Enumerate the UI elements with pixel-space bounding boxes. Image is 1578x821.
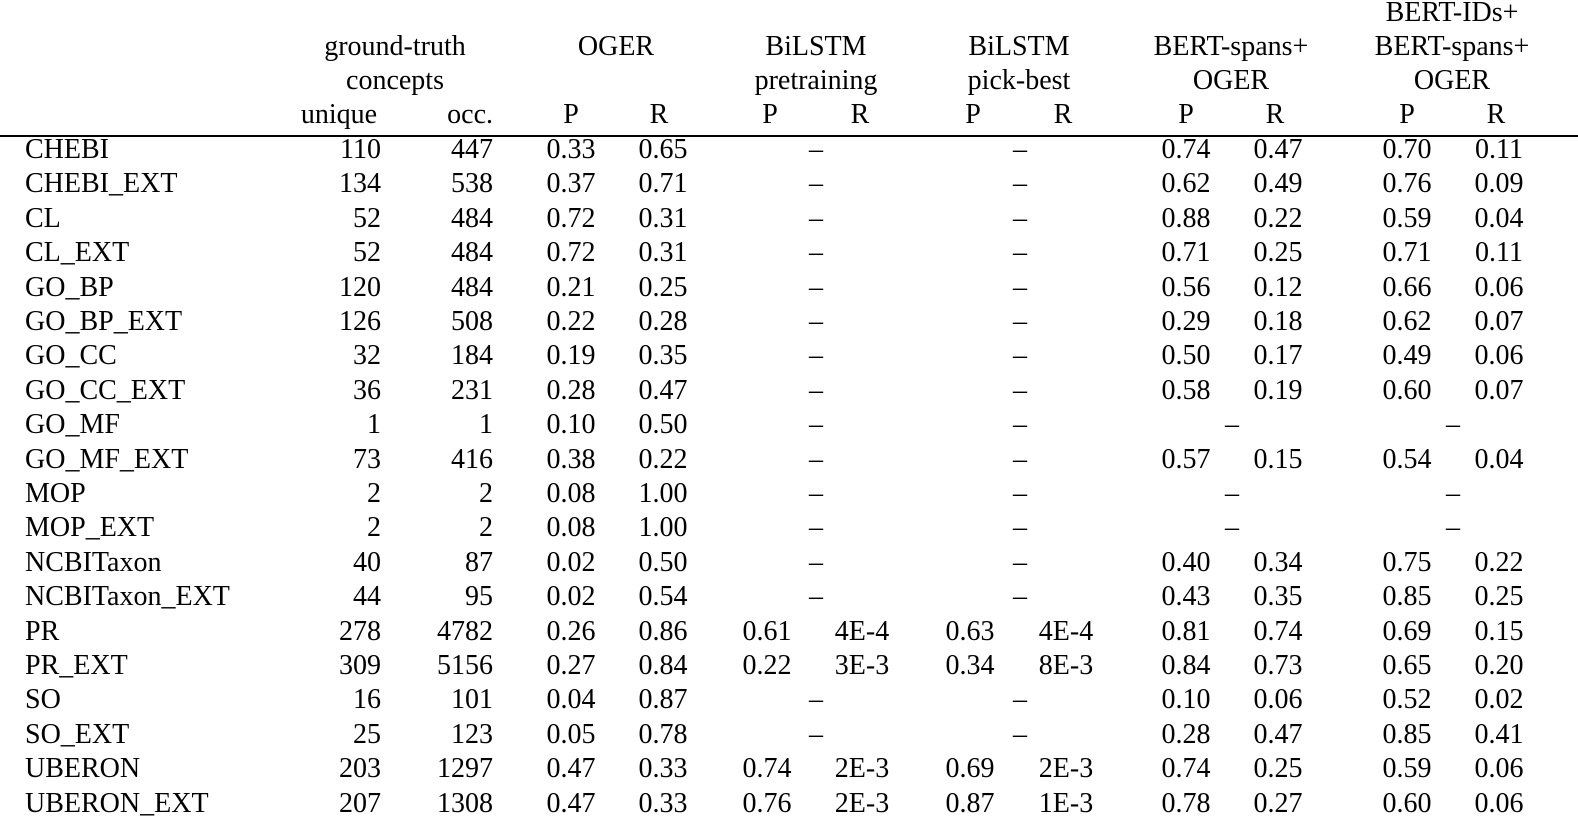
bilstm-pickbest-dash: – bbox=[1013, 202, 1027, 234]
oger-p: 0.27 bbox=[546, 650, 596, 681]
bert-ids-p: 0.54 bbox=[1382, 443, 1432, 475]
oger-p: 0.38 bbox=[546, 443, 596, 475]
oger-r: 0.86 bbox=[638, 615, 688, 647]
occ-count: 4782 bbox=[437, 615, 493, 647]
bert-ids-p: 0.60 bbox=[1382, 787, 1432, 819]
bert-ids-dash: – bbox=[1446, 512, 1460, 544]
bilstm-pretraining-r: 2E-3 bbox=[834, 787, 890, 819]
bilstm-pickbest-p: 0.69 bbox=[945, 753, 995, 785]
occ-count: 2 bbox=[479, 512, 493, 544]
oger-p: 0.02 bbox=[546, 581, 596, 613]
bilstm-pickbest-dash: – bbox=[1013, 168, 1027, 200]
bert-ids-p: 0.69 bbox=[1382, 615, 1432, 647]
bert-ids-p: 0.59 bbox=[1382, 202, 1432, 234]
unique-count: 2 bbox=[367, 512, 381, 544]
occ-count: 87 bbox=[465, 546, 493, 578]
unique-count: 278 bbox=[339, 615, 381, 647]
oger-r: 0.54 bbox=[638, 581, 688, 613]
bert-spans-r: 0.25 bbox=[1253, 753, 1303, 785]
bilstm-pickbest-dash: – bbox=[1013, 374, 1027, 406]
bert-ids-r: 0.15 bbox=[1474, 615, 1524, 647]
bert-spans-r: 0.06 bbox=[1253, 684, 1303, 716]
bert-spans-r: 0.73 bbox=[1253, 650, 1303, 681]
concept-name: UBERON bbox=[25, 753, 141, 785]
oger-r: 0.87 bbox=[638, 684, 688, 716]
bilstm-pickbest-dash: – bbox=[1013, 684, 1027, 716]
bilstm-pretraining-dash: – bbox=[809, 546, 823, 578]
unique-count: 207 bbox=[339, 787, 381, 819]
oger-r-header: R bbox=[649, 99, 669, 130]
bilstm-pickbest-dash: – bbox=[1013, 443, 1027, 475]
bert-spans-r: 0.12 bbox=[1253, 271, 1303, 303]
unique-count: 1 bbox=[367, 409, 381, 441]
oger-r: 0.84 bbox=[638, 650, 688, 681]
bilstm-pickbest-r: 1E-3 bbox=[1038, 787, 1094, 819]
occ-header: occ. bbox=[447, 99, 493, 130]
occ-count: 5156 bbox=[437, 650, 493, 681]
concept-name: PR_EXT bbox=[25, 650, 128, 681]
oger-r: 1.00 bbox=[638, 512, 688, 544]
bert-spans-p-header: P bbox=[1178, 99, 1194, 130]
bilstm-pretraining-p: 0.74 bbox=[742, 753, 792, 785]
bert-spans-r: 0.15 bbox=[1253, 443, 1303, 475]
concept-name: GO_BP_EXT bbox=[25, 306, 183, 337]
unique-count: 203 bbox=[339, 753, 381, 785]
bilstm-pretraining-dash: – bbox=[809, 306, 823, 337]
bert-ids-dash: – bbox=[1446, 409, 1460, 441]
bert-ids-r: 0.06 bbox=[1474, 271, 1524, 303]
unique-count: 120 bbox=[339, 271, 381, 303]
occ-count: 123 bbox=[451, 718, 493, 750]
concept-name: GO_MF_EXT bbox=[25, 443, 189, 475]
bert-ids-p: 0.75 bbox=[1382, 546, 1432, 578]
bilstm-pretraining-p: 0.22 bbox=[742, 650, 792, 681]
bert-ids-dash: – bbox=[1446, 478, 1460, 509]
concept-name: NCBITaxon_EXT bbox=[25, 581, 230, 613]
concept-name: UBERON_EXT bbox=[25, 787, 209, 819]
unique-count: 16 bbox=[353, 684, 381, 716]
bert-ids-p: 0.66 bbox=[1382, 271, 1432, 303]
bert-ids-p: 0.85 bbox=[1382, 581, 1432, 613]
oger-p: 0.37 bbox=[546, 168, 596, 200]
bert-spans-p: 0.74 bbox=[1161, 134, 1211, 165]
bert-ids-p: 0.52 bbox=[1382, 684, 1432, 716]
unique-count: 36 bbox=[353, 374, 381, 406]
unique-count: 52 bbox=[353, 202, 381, 234]
bert-spans-r: 0.47 bbox=[1253, 134, 1303, 165]
concept-name: PR bbox=[25, 615, 60, 647]
bilstm-pretraining-dash: – bbox=[809, 134, 823, 165]
bilstm-pretraining-dash: – bbox=[809, 202, 823, 234]
bilstm-pretraining-dash: – bbox=[809, 512, 823, 544]
bilstm-pretraining-dash: – bbox=[809, 581, 823, 613]
bilstm-pretraining-dash: – bbox=[809, 478, 823, 509]
oger-p: 0.28 bbox=[546, 374, 596, 406]
oger-r: 0.78 bbox=[638, 718, 688, 750]
bilstm-pickbest-dash: – bbox=[1013, 581, 1027, 613]
bert-spans-r: 0.47 bbox=[1253, 718, 1303, 750]
bert-ids-r: 0.06 bbox=[1474, 753, 1524, 785]
concept-name: CHEBI_EXT bbox=[25, 168, 178, 200]
bilstm-pickbest-p: 0.63 bbox=[945, 615, 995, 647]
unique-count: 52 bbox=[353, 237, 381, 269]
bilstm-pickbest-dash: – bbox=[1013, 478, 1027, 509]
concept-name: GO_CC bbox=[25, 340, 117, 372]
oger-r: 0.50 bbox=[638, 409, 688, 441]
bilstm-pickbest-r: 4E-4 bbox=[1038, 615, 1094, 647]
oger-r: 0.65 bbox=[638, 134, 688, 165]
unique-count: 134 bbox=[339, 168, 381, 200]
bert-spans-p: 0.28 bbox=[1161, 718, 1211, 750]
bert-ids-p-header: P bbox=[1399, 99, 1415, 130]
bert-spans-p: 0.88 bbox=[1161, 202, 1211, 234]
bert-spans-r-header: R bbox=[1265, 99, 1285, 130]
bilstm-pickbest-dash: – bbox=[1013, 306, 1027, 337]
bert-ids-p: 0.76 bbox=[1382, 168, 1432, 200]
occ-count: 2 bbox=[479, 478, 493, 509]
unique-count: 126 bbox=[339, 306, 381, 337]
bert-spans-r: 0.19 bbox=[1253, 374, 1303, 406]
bilstm-pretraining-p: 0.76 bbox=[742, 787, 792, 819]
oger-p: 0.72 bbox=[546, 237, 596, 269]
bert-ids-p: 0.60 bbox=[1382, 374, 1432, 406]
unique-count: 40 bbox=[353, 546, 381, 578]
unique-header: unique bbox=[300, 99, 378, 130]
oger-r: 0.28 bbox=[638, 306, 688, 337]
oger-p: 0.21 bbox=[546, 271, 596, 303]
bert-spans-p: 0.71 bbox=[1161, 237, 1211, 269]
occ-count: 484 bbox=[451, 271, 493, 303]
bert-spans-r: 0.25 bbox=[1253, 237, 1303, 269]
bert-ids-r: 0.07 bbox=[1474, 306, 1524, 337]
bilstm-pretraining-r-header: R bbox=[850, 99, 870, 130]
bilstm-pickbest-dash: – bbox=[1013, 340, 1027, 372]
gt-header-line2: concepts bbox=[346, 65, 444, 96]
oger-p: 0.04 bbox=[546, 684, 596, 716]
oger-p: 0.47 bbox=[546, 787, 596, 819]
concept-name: CL_EXT bbox=[25, 237, 130, 269]
bert-ids-p: 0.85 bbox=[1382, 718, 1432, 750]
oger-r: 0.50 bbox=[638, 546, 688, 578]
bert-ids-r: 0.07 bbox=[1474, 374, 1524, 406]
bert-spans-p: 0.78 bbox=[1161, 787, 1211, 819]
bilstm-pretraining-r: 3E-3 bbox=[834, 650, 890, 681]
bert-spans-p: 0.74 bbox=[1161, 753, 1211, 785]
bert-spans-p: 0.40 bbox=[1161, 546, 1211, 578]
bert-spans-r: 0.18 bbox=[1253, 306, 1303, 337]
gt-header-line1: ground-truth bbox=[324, 31, 466, 62]
bert-ids-r: 0.06 bbox=[1474, 787, 1524, 819]
oger-r: 0.31 bbox=[638, 237, 688, 269]
occ-count: 447 bbox=[451, 134, 493, 165]
occ-count: 416 bbox=[451, 443, 493, 475]
occ-count: 538 bbox=[451, 168, 493, 200]
bilstm-pretraining-dash: – bbox=[809, 237, 823, 269]
unique-count: 110 bbox=[340, 134, 381, 165]
bilstm-pickbest-p: 0.87 bbox=[945, 787, 995, 819]
bilstm-pickbest-dash: – bbox=[1013, 237, 1027, 269]
bert-spans-r: 0.22 bbox=[1253, 202, 1303, 234]
bert-ids-r: 0.09 bbox=[1474, 168, 1524, 200]
bert-spans-p: 0.50 bbox=[1161, 340, 1211, 372]
bilstm-pretraining-dash: – bbox=[809, 374, 823, 406]
bilstm-pretraining-dash: – bbox=[809, 684, 823, 716]
bert-spans-r: 0.74 bbox=[1253, 615, 1303, 647]
bilstm-pickbest-header-line2: pick-best bbox=[967, 65, 1071, 96]
bert-ids-r: 0.41 bbox=[1474, 718, 1524, 750]
bert-ids-r: 0.11 bbox=[1475, 237, 1523, 269]
unique-count: 44 bbox=[353, 581, 381, 613]
bert-ids-p: 0.49 bbox=[1382, 340, 1432, 372]
bilstm-pretraining-header-line1: BiLSTM bbox=[765, 31, 867, 62]
oger-r: 0.47 bbox=[638, 374, 688, 406]
occ-count: 508 bbox=[451, 306, 493, 337]
bert-ids-header-line2: BERT-spans+ bbox=[1374, 31, 1530, 62]
bert-spans-header-line1: BERT-spans+ bbox=[1153, 31, 1309, 62]
bert-ids-r: 0.11 bbox=[1475, 134, 1523, 165]
oger-r: 0.22 bbox=[638, 443, 688, 475]
bert-spans-p: 0.43 bbox=[1161, 581, 1211, 613]
bilstm-pickbest-dash: – bbox=[1013, 409, 1027, 441]
bilstm-pickbest-p: 0.34 bbox=[945, 650, 995, 681]
bilstm-pickbest-dash: – bbox=[1013, 546, 1027, 578]
bilstm-pretraining-dash: – bbox=[809, 340, 823, 372]
concept-name: MOP_EXT bbox=[25, 512, 155, 544]
concept-name: CL bbox=[25, 202, 61, 234]
oger-r: 0.71 bbox=[638, 168, 688, 200]
bert-ids-r-header: R bbox=[1486, 99, 1506, 130]
bert-ids-r: 0.02 bbox=[1474, 684, 1524, 716]
oger-r: 0.25 bbox=[638, 271, 688, 303]
bilstm-pretraining-header-line2: pretraining bbox=[754, 65, 878, 96]
unique-count: 2 bbox=[367, 478, 381, 509]
bert-ids-r: 0.25 bbox=[1474, 581, 1524, 613]
oger-r: 0.35 bbox=[638, 340, 688, 372]
bert-ids-r: 0.20 bbox=[1474, 650, 1524, 681]
unique-count: 25 bbox=[353, 718, 381, 750]
bert-spans-dash: – bbox=[1225, 478, 1239, 509]
bert-ids-p: 0.59 bbox=[1382, 753, 1432, 785]
oger-header: OGER bbox=[577, 31, 655, 62]
bert-spans-r: 0.35 bbox=[1253, 581, 1303, 613]
header-rule bbox=[0, 135, 1578, 137]
bert-ids-p: 0.62 bbox=[1382, 306, 1432, 337]
oger-p-header: P bbox=[563, 99, 579, 130]
oger-p: 0.08 bbox=[546, 478, 596, 509]
unique-count: 32 bbox=[353, 340, 381, 372]
bert-spans-r: 0.27 bbox=[1253, 787, 1303, 819]
concept-name: GO_MF bbox=[25, 409, 120, 441]
bilstm-pretraining-p-header: P bbox=[762, 99, 778, 130]
bilstm-pickbest-r: 8E-3 bbox=[1038, 650, 1094, 681]
concept-name: CHEBI bbox=[25, 134, 109, 165]
oger-r: 0.33 bbox=[638, 787, 688, 819]
bert-ids-p: 0.65 bbox=[1382, 650, 1432, 681]
occ-count: 95 bbox=[465, 581, 493, 613]
bilstm-pretraining-p: 0.61 bbox=[742, 615, 792, 647]
occ-count: 1 bbox=[479, 409, 493, 441]
oger-p: 0.05 bbox=[546, 718, 596, 750]
bert-ids-r: 0.04 bbox=[1474, 443, 1524, 475]
bert-spans-p: 0.57 bbox=[1161, 443, 1211, 475]
occ-count: 231 bbox=[451, 374, 493, 406]
oger-p: 0.47 bbox=[546, 753, 596, 785]
oger-p: 0.26 bbox=[546, 615, 596, 647]
occ-count: 484 bbox=[451, 237, 493, 269]
bert-ids-p: 0.70 bbox=[1382, 134, 1432, 165]
bert-spans-p: 0.62 bbox=[1161, 168, 1211, 200]
bert-spans-p: 0.10 bbox=[1161, 684, 1211, 716]
bert-ids-r: 0.22 bbox=[1474, 546, 1524, 578]
oger-r: 0.33 bbox=[638, 753, 688, 785]
occ-count: 1297 bbox=[437, 753, 493, 785]
bilstm-pickbest-dash: – bbox=[1013, 134, 1027, 165]
bert-ids-r: 0.06 bbox=[1474, 340, 1524, 372]
concept-name: SO bbox=[25, 684, 61, 716]
bilstm-pickbest-header-line1: BiLSTM bbox=[968, 31, 1070, 62]
oger-p: 0.19 bbox=[546, 340, 596, 372]
unique-count: 73 bbox=[353, 443, 381, 475]
occ-count: 1308 bbox=[437, 787, 493, 819]
bilstm-pickbest-dash: – bbox=[1013, 718, 1027, 750]
bert-spans-r: 0.34 bbox=[1253, 546, 1303, 578]
bert-spans-r: 0.49 bbox=[1253, 168, 1303, 200]
bert-spans-p: 0.58 bbox=[1161, 374, 1211, 406]
concept-name: MOP bbox=[25, 478, 86, 509]
concept-name: SO_EXT bbox=[25, 718, 130, 750]
oger-p: 0.08 bbox=[546, 512, 596, 544]
concept-name: NCBITaxon bbox=[25, 546, 162, 578]
oger-p: 0.22 bbox=[546, 306, 596, 337]
bert-ids-header-line1: BERT-IDs+ bbox=[1385, 0, 1519, 28]
bilstm-pickbest-dash: – bbox=[1013, 512, 1027, 544]
oger-p: 0.02 bbox=[546, 546, 596, 578]
bilstm-pickbest-r-header: R bbox=[1053, 99, 1073, 130]
unique-count: 309 bbox=[339, 650, 381, 681]
oger-r: 0.31 bbox=[638, 202, 688, 234]
oger-r: 1.00 bbox=[638, 478, 688, 509]
oger-p: 0.10 bbox=[546, 409, 596, 441]
concept-name: GO_CC_EXT bbox=[25, 374, 186, 406]
bert-spans-dash: – bbox=[1225, 512, 1239, 544]
bert-spans-dash: – bbox=[1225, 409, 1239, 441]
occ-count: 484 bbox=[451, 202, 493, 234]
bert-ids-header-line3: OGER bbox=[1413, 65, 1491, 96]
bert-spans-p: 0.29 bbox=[1161, 306, 1211, 337]
bilstm-pretraining-r: 2E-3 bbox=[834, 753, 890, 785]
bert-spans-r: 0.17 bbox=[1253, 340, 1303, 372]
bert-ids-r: 0.04 bbox=[1474, 202, 1524, 234]
concept-name: GO_BP bbox=[25, 271, 114, 303]
oger-p: 0.72 bbox=[546, 202, 596, 234]
bilstm-pretraining-r: 4E-4 bbox=[834, 615, 890, 647]
bilstm-pretraining-dash: – bbox=[809, 718, 823, 750]
bilstm-pickbest-dash: – bbox=[1013, 271, 1027, 303]
bilstm-pickbest-r: 2E-3 bbox=[1038, 753, 1094, 785]
bilstm-pretraining-dash: – bbox=[809, 168, 823, 200]
bilstm-pretraining-dash: – bbox=[809, 271, 823, 303]
oger-p: 0.33 bbox=[546, 134, 596, 165]
bert-spans-p: 0.56 bbox=[1161, 271, 1211, 303]
bert-spans-p: 0.81 bbox=[1161, 615, 1211, 647]
bert-ids-p: 0.71 bbox=[1382, 237, 1432, 269]
bert-spans-header-line2: OGER bbox=[1192, 65, 1270, 96]
bert-spans-p: 0.84 bbox=[1161, 650, 1211, 681]
bilstm-pretraining-dash: – bbox=[809, 443, 823, 475]
occ-count: 184 bbox=[451, 340, 493, 372]
occ-count: 101 bbox=[451, 684, 493, 716]
bilstm-pretraining-dash: – bbox=[809, 409, 823, 441]
bilstm-pickbest-p-header: P bbox=[965, 99, 981, 130]
